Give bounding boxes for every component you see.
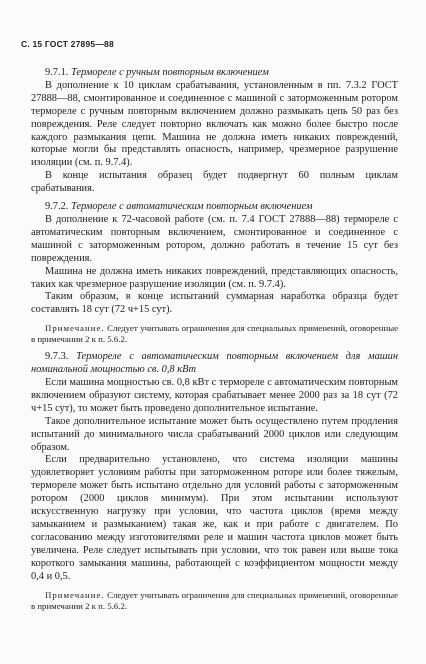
note-label: Примечание. — [45, 589, 105, 600]
note — [31, 323, 398, 345]
paragraph: Если машина мощностью св. 0,8 кВт с термореле с автоматическим повторным включением образуют систему, которая срабатывает менее 2000 раз за 18 сут (72 ч+15 сут), то может быть проведено дополнительное испытание. — [31, 377, 398, 414]
note-text: Следует учитывать ограничения для специальных применений, оговоренные в примечании 2 к п. 5.6.2. — [31, 323, 399, 345]
section-title: Термореле с автоматическим повторным включением для машин номинальной мощностью св. 0,8 кВт — [31, 351, 398, 376]
note — [31, 590, 398, 612]
note-text: Следует учитывать ограничения для специальных применений, оговоренные в примечании 2 к п. 5.6.2. — [31, 589, 399, 611]
paragraph: В дополнение к 72-часовой работе (см. п. 7.4 ГОСТ 27888—88) термореле с автоматическим повторным включением, смонтированное и соединенное с машиной с заторможенным ротором, должно работать в течение 15 сут без повреждения. — [31, 213, 398, 264]
paragraph: Машина не должна иметь никаких повреждений, представляющих опасность, таких как чрезмерное разрушение изоляции (см. п. 9.7.4). — [31, 265, 398, 290]
section-number: 9.7.1. — [45, 67, 69, 78]
section-heading-9-7-1 — [31, 67, 398, 80]
section-heading-9-7-2 — [31, 201, 398, 214]
note-label: Примечание. — [45, 323, 105, 334]
paragraph: Такое дополнительное испытание может быть осуществлено путем продления испытаний до минимального числа срабатываний 2000 циклов или следующим образом. — [31, 415, 398, 453]
paragraph: В дополнение к 10 циклам срабатывания, установленным в пп. 7.3.2 ГОСТ 27888—88, смонтированное и соединенное с машиной с заторможенным ротором термореле с ручным повторным включением должно размыкать цепь 50 раз без повреждения. Реле следует повторно включать как можно более быстро после каждого размыкания цепи. Машина не должна иметь никаких повреждений, которые могли бы представлять опасность, например, чрезмерное разрушение изоляции (см. п. 9.7.4). — [31, 79, 398, 169]
page-header: С. 15 ГОСТ 27895—88 — [21, 39, 114, 49]
section-number: 9.7.2. — [45, 201, 69, 213]
document-body — [31, 67, 398, 618]
section-title: Термореле с автоматическим повторным включением — [71, 201, 313, 213]
section-number: 9.7.3. — [45, 351, 69, 363]
paragraph: Таким образом, в конце испытаний суммарная наработка образца будет составлять 18 сут (72 ч+15 сут). — [31, 291, 398, 316]
paragraph: Если предварительно установлено, что система изоляции машины удовлетворяет условиям работы при заторможенном роторе или более тяжелым, термореле может быть испытано отдельно для условий работы с заторможенным ротором (2000 циклов минимум). При этом испытании используют искусственную нагрузку при условии, что частота циклов (время между замыканием и размыканием) такая же, как и при работе с двигателем. По согласованию между изготовителями реле и машин частота циклов может быть увеличена. Реле следует испытывать при условии, что ток равен или выше тока короткого замыкания машины, работающей с коэффициентом мощности между 0,4 и 0,5. — [31, 454, 398, 582]
section-heading-9-7-3 — [31, 351, 398, 377]
paragraph: В конце испытания образец будет подвергнут 60 полным циклам срабатывания. — [31, 170, 398, 195]
section-title: Термореле с ручным повторным включением — [71, 67, 269, 78]
